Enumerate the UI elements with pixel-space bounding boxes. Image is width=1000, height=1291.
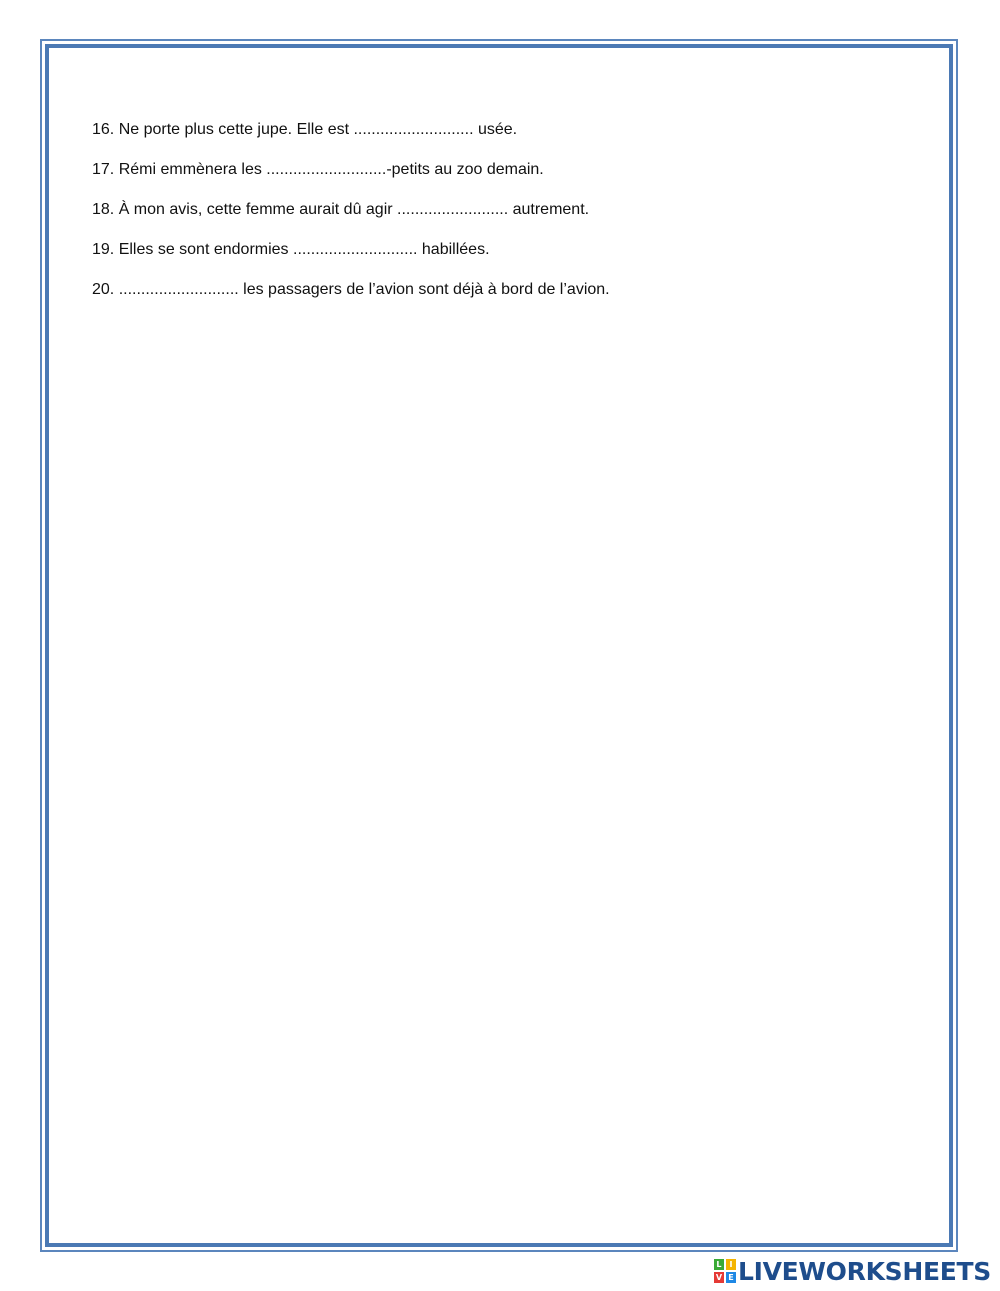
liveworksheets-brand[interactable] <box>714 1256 991 1286</box>
question-16: 16. Ne porte plus cette jupe. Elle est ........................... usée. <box>92 121 518 138</box>
brand-name: LIVEWORKSHEETS <box>737 1256 991 1286</box>
question-list <box>92 116 610 316</box>
logo-tile-e: E <box>726 1272 736 1283</box>
liveworksheets-logo-icon <box>714 1259 736 1283</box>
question-17: 17. Rémi emmènera les ...........................-petits au zoo demain. <box>92 161 544 178</box>
logo-tile-l: L <box>714 1259 724 1270</box>
question-19: 19. Elles se sont endormies ............................ habillées. <box>92 241 490 258</box>
question-20: 20. ........................... les passagers de l’avion sont déjà à bord de l’avion. <box>92 281 610 298</box>
logo-tile-v: V <box>715 1273 723 1282</box>
question-18: 18. À mon avis, cette femme aurait dû agir ......................... autrement. <box>92 201 590 218</box>
logo-tile-i: I <box>726 1259 736 1270</box>
